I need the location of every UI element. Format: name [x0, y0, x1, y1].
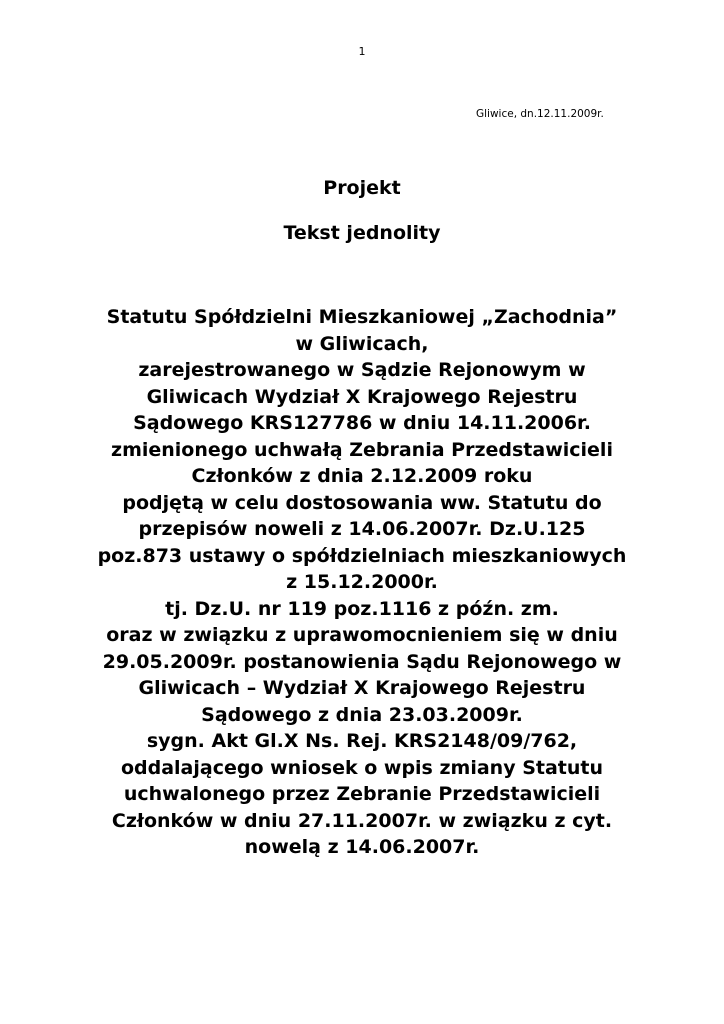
body-line: zarejestrowanego w Sądzie Rejonowym w — [138, 359, 586, 381]
body-line: poz.873 ustawy o spółdzielniach mieszkaniowych — [97, 544, 627, 567]
body-line: podjętą w celu dostosowania ww. Statutu do — [122, 491, 602, 514]
statute-title-block — [40, 304, 684, 861]
body-line: w Gliwicach, — [295, 332, 429, 355]
heading-projekt: Projekt — [323, 177, 401, 199]
body-line: Członków w dniu 27.11.2007r. w związku z cyt. — [111, 809, 613, 832]
place-and-date: Gliwice, dn.12.11.2009r. — [476, 108, 604, 120]
body-line: Sądowego z dnia 23.03.2009r. — [201, 703, 523, 726]
heading-tekst-jednolity: Tekst jednolity — [283, 222, 441, 244]
body-line: z 15.12.2000r. — [286, 571, 438, 593]
body-line: przepisów noweli z 14.06.2007r. Dz.U.125 — [138, 518, 586, 540]
body-line: Gliwicach – Wydział X Krajowego Rejestru — [138, 677, 586, 699]
body-line: uchwalonego przez Zebranie Przedstawicieli — [123, 783, 601, 805]
body-line: Gliwicach Wydział X Krajowego Rejestru — [146, 385, 578, 408]
body-line: 29.05.2009r. postanowienia Sądu Rejonowego w — [102, 650, 622, 673]
body-line: Statutu Spółdzielni Mieszkaniowej „Zachodnia” — [106, 306, 618, 328]
body-line: tj. Dz.U. nr 119 poz.1116 z późn. zm. — [165, 597, 559, 620]
body-line: zmienionego uchwałą Zebrania Przedstawicieli — [111, 438, 613, 461]
body-line: sygn. Akt Gl.X Ns. Rej. KRS2148/09/762, — [146, 730, 578, 752]
body-line: oraz w związku z uprawomocnieniem się w dniu — [106, 624, 618, 646]
body-line: Sądowego KRS127786 w dniu 14.11.2006r. — [133, 412, 591, 434]
body-line: Członków z dnia 2.12.2009 roku — [191, 465, 533, 487]
body-line: nowelą z 14.06.2007r. — [244, 836, 480, 858]
body-line: oddalającego wniosek o wpis zmiany Statutu — [120, 756, 604, 779]
page-number: 1 — [358, 45, 366, 58]
